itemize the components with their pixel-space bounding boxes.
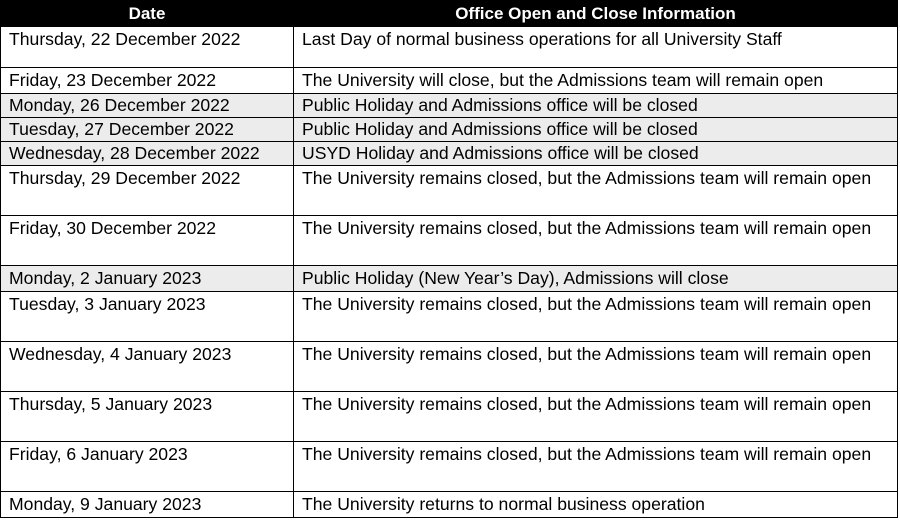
table-row <box>1 266 898 292</box>
table-row <box>1 216 898 266</box>
date-cell: Thursday, 22 December 2022 <box>1 27 294 68</box>
table-row <box>1 118 898 142</box>
table-row <box>1 142 898 166</box>
header-office-info: Office Open and Close Information <box>294 1 898 27</box>
date-cell: Friday, 30 December 2022 <box>1 216 294 266</box>
date-cell: Wednesday, 4 January 2023 <box>1 342 294 392</box>
info-cell: The University remains closed, but the Admissions team will remain open <box>294 292 898 342</box>
info-cell: The University remains closed, but the Admissions team will remain open <box>294 216 898 266</box>
info-cell: The University returns to normal business operation <box>294 492 898 518</box>
info-cell: The University remains closed, but the Admissions team will remain open <box>294 442 898 492</box>
table-row <box>1 442 898 492</box>
date-cell: Tuesday, 3 January 2023 <box>1 292 294 342</box>
date-cell: Monday, 9 January 2023 <box>1 492 294 518</box>
date-cell: Monday, 2 January 2023 <box>1 266 294 292</box>
info-cell: Last Day of normal business operations for all University Staff <box>294 27 898 68</box>
date-cell: Tuesday, 27 December 2022 <box>1 118 294 142</box>
date-cell: Thursday, 29 December 2022 <box>1 166 294 216</box>
info-cell: Public Holiday and Admissions office will be closed <box>294 118 898 142</box>
date-cell: Thursday, 5 January 2023 <box>1 392 294 442</box>
table-row <box>1 68 898 94</box>
table-row <box>1 492 898 518</box>
info-cell: USYD Holiday and Admissions office will be closed <box>294 142 898 166</box>
info-cell: Public Holiday and Admissions office will be closed <box>294 94 898 118</box>
header-date: Date <box>1 1 294 27</box>
info-cell: Public Holiday (New Year’s Day), Admissions will close <box>294 266 898 292</box>
date-cell: Wednesday, 28 December 2022 <box>1 142 294 166</box>
date-cell: Monday, 26 December 2022 <box>1 94 294 118</box>
info-cell: The University remains closed, but the Admissions team will remain open <box>294 166 898 216</box>
table-row <box>1 342 898 392</box>
table-row <box>1 292 898 342</box>
date-cell: Friday, 6 January 2023 <box>1 442 294 492</box>
table-row <box>1 27 898 68</box>
info-cell: The University remains closed, but the Admissions team will remain open <box>294 342 898 392</box>
date-cell: Friday, 23 December 2022 <box>1 68 294 94</box>
table-row <box>1 94 898 118</box>
info-cell: The University will close, but the Admissions team will remain open <box>294 68 898 94</box>
table-row <box>1 392 898 442</box>
info-cell: The University remains closed, but the Admissions team will remain open <box>294 392 898 442</box>
table-row <box>1 166 898 216</box>
table-header-row <box>1 1 898 27</box>
